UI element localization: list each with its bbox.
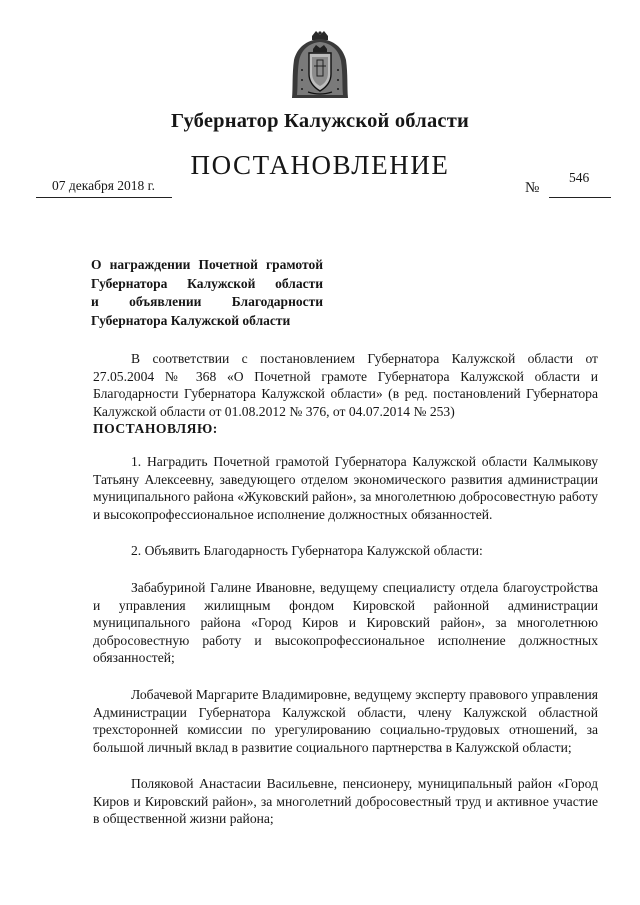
issuing-authority: Губернатор Калужской области — [171, 110, 469, 132]
date-underline — [36, 197, 172, 198]
number-value: 546 — [569, 170, 590, 185]
awardee-paragraph: Лобачевой Маргарите Владимировне, ведущему эксперту правового управления Администрации Губернатора Калужской области, члену Калужской областной трехсторонней комиссии по урегулированию социально-трудовых отношений, за большой личный вклад в развитие социального партнерства в Калужской области; — [93, 686, 598, 755]
document-subject — [91, 256, 323, 330]
number-underline — [549, 197, 611, 198]
document-number — [525, 170, 611, 198]
date-text: 07 декабря 2018 г. — [52, 178, 156, 193]
document-type-title: ПОСТАНОВЛЕНИЕ — [190, 150, 450, 180]
coat-of-arms-icon — [288, 30, 352, 102]
subject-line: и объявлении Благодарности — [91, 294, 323, 310]
document-date — [36, 178, 172, 198]
subject-line: Губернатора Калужской области — [91, 312, 291, 328]
item-1-paragraph: 1. Наградить Почетной грамотой Губернатора Калужской области Калмыкову Татьяну Алексеевну, заведующего отделом экономического развития администрации муниципального района «Жуковский район», за многолетнюю добросовестную работу и высокопрофессиональное исполнение должностных обязанностей. — [93, 453, 598, 522]
decree-word: ПОСТАНОВЛЯЮ: — [93, 421, 218, 437]
subject-line: Губернатора Калужской области — [91, 275, 323, 291]
subject-line: О награждении Почетной грамотой — [91, 257, 323, 272]
document-body — [93, 350, 598, 828]
decree-word-line — [93, 420, 598, 438]
awardee-paragraph: Забабуриной Галине Ивановне, ведущему специалисту отдела благоустройства и управления жилищным фондом Кировской районной администрации муниципального района «Город Киров и Кировский район», за многолетнюю добросовестную работу и высокопрофессиональное исполнение должностных обязанностей; — [93, 579, 598, 666]
awardee-paragraph: Поляковой Анастасии Васильевне, пенсионеру, муниципальный район «Город Киров и Кировский район», за многолетний добросовестный труд и активное участие в общественной жизни района; — [93, 776, 598, 827]
preamble-paragraph — [93, 350, 598, 420]
preamble-text: В соответствии с постановлением Губернатора Калужской области от 27.05.2004 № 368 «О Почетной грамоте Губернатора Калужской области и Благодарности Губернатора Калужской области» (в ред. постановлений Губернатора Калужской области от 01.08.2012 № 376, от 04.07.2014 № 253) — [93, 351, 598, 419]
item-2-paragraph: 2. Объявить Благодарность Губернатора Калужской области: — [131, 543, 483, 559]
number-sign: № — [525, 180, 540, 196]
